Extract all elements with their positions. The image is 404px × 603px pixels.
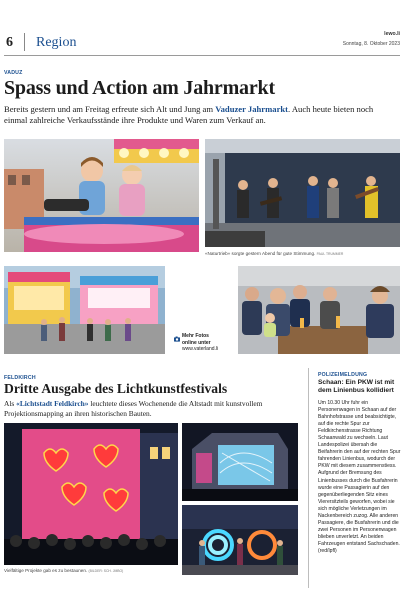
article2-kicker: FELDKIRCH (4, 375, 36, 381)
page-number: 6 (6, 35, 13, 50)
article1-kicker: VADUZ (4, 70, 23, 76)
more-photos-note (182, 333, 218, 353)
article2-lead-after: leuchtete dieses Wochenende die Altstadt mit kunstvollem Projektionsmapping an ihren historischen Bauten. (4, 399, 263, 418)
article1-caption-row (205, 251, 343, 256)
photo-people-table (238, 266, 400, 354)
article2-lead-before: Als (4, 399, 17, 408)
header-rule (4, 55, 400, 56)
article2-headline: Dritte Ausgabe des Lichtkunstfestivals (4, 381, 228, 396)
photo-fair-stalls (4, 266, 165, 354)
article2-lead-link[interactable]: «Lichtstadt Feldkirch» (16, 399, 89, 408)
photo-light-figures (182, 505, 298, 575)
article1-lead-before: Bereits gestern und am Freitag erfreute sich Alt und Jung am (4, 104, 216, 114)
article1-caption: «Naturtrieb» sorgte gestern Abend für gute Stimmung. (205, 251, 316, 256)
article1-caption-credit: PAUL TRUMMER (316, 252, 344, 256)
more-photos-line2: online unter (182, 339, 211, 346)
column-rule (308, 368, 309, 588)
article2-caption-row (4, 568, 123, 573)
more-photos-line1: Mehr Fotos (182, 333, 209, 339)
brand-name: lewo.li (384, 31, 400, 37)
photo-projection-building (182, 423, 298, 501)
article2-caption-credit: (BILDER: SCH. JMBO) (88, 569, 124, 573)
camera-icon (174, 336, 180, 342)
article1-headline: Spass und Action am Jahrmarkt (4, 77, 275, 99)
article3-kicker: POLIZEIMELDUNG (318, 372, 368, 378)
section-title: Region (36, 35, 77, 50)
article3-headline: Schaan: Ein PKW ist mit dem Linienbus kollidiert (318, 379, 395, 394)
article2-lead (4, 399, 300, 418)
photo-band-stage (205, 139, 400, 247)
photo-projection-mapping-large (4, 423, 178, 565)
article1-lead-link[interactable]: Vaduzer Jahrmarkt (215, 104, 289, 114)
more-photos-link[interactable]: www.vaterland.li (182, 346, 219, 352)
article3-body: Um 10.30 Uhr fuhr ein Personenwagen in Schaan auf der Bahnhofstrasse und beabsichtigte, auf die rechte Spur zur Feldkirchenstrasse Richtung Schaanwald zu wechseln. Laut Landespolizei übersah die Beifahrerin den auf der rechten Spur fahrenden Linienbus, wodurch der PKW mit diesem zusammenstiess. Aufgrund der Bremsung des Linienbusses durch die Busfahrerin wurde eine Passagierin auf den gegenüberliegenden Sitz eines Vierersitzteils geworfen, wobei sie sich mögliche Verletzungen im Nackenbereich zuzog. Alle anderen Passagiere, die Busfahrerin und die zwei Personen im Personenwagen blieben unverletzt. An beiden Fahrzeugen entstand Sachschaden. (red/lpfl) (318, 400, 401, 554)
issue-date: Sonntag, 8. Oktober 2023 (342, 41, 400, 47)
article2-caption: Vielfältige Projekte gab es zu bestaunen. (4, 568, 88, 573)
photo-children-carousel (4, 139, 199, 252)
header-separator (24, 33, 25, 51)
article1-lead (4, 104, 396, 126)
article1-lead-after: . Auch heute bieten noch einmal zahlreiche Verkaufsstände ihre Produkte und Waren zum Verkauf an. (4, 104, 374, 125)
